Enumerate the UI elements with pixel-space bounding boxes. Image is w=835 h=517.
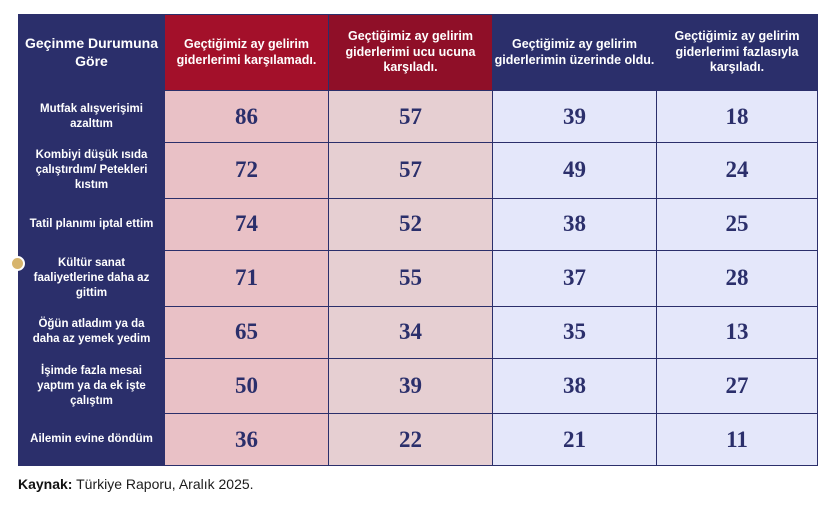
table-row <box>19 198 818 250</box>
header-row <box>19 15 818 91</box>
cell-value: 35 <box>493 306 657 358</box>
data-table <box>18 14 818 466</box>
table-body <box>19 91 818 466</box>
source-text: Türkiye Raporu, Aralık 2025. <box>72 476 254 493</box>
cell-value: 55 <box>329 250 493 306</box>
cell-value: 13 <box>657 306 818 358</box>
cell-value: 86 <box>165 91 329 143</box>
cell-value: 34 <box>329 306 493 358</box>
table-row <box>19 91 818 143</box>
table-row <box>19 250 818 306</box>
cell-value: 27 <box>657 358 818 414</box>
table-row <box>19 306 818 358</box>
cell-value: 65 <box>165 306 329 358</box>
cell-value: 38 <box>493 358 657 414</box>
cell-value: 50 <box>165 358 329 414</box>
row-label: Tatil planımı iptal ettim <box>19 198 165 250</box>
cell-value: 52 <box>329 198 493 250</box>
cell-value: 24 <box>657 143 818 199</box>
row-label: Öğün atladım ya da daha az yemek yedim <box>19 306 165 358</box>
accent-dot-icon <box>10 256 25 271</box>
column-header-4: Geçtiğimiz ay gelirim giderlerimi fazlasıyla karşıladı. <box>657 15 818 91</box>
cell-value: 38 <box>493 198 657 250</box>
table-row <box>19 358 818 414</box>
cell-value: 71 <box>165 250 329 306</box>
cell-value: 25 <box>657 198 818 250</box>
table-header <box>19 15 818 91</box>
cell-value: 37 <box>493 250 657 306</box>
row-label: Ailemin evine döndüm <box>19 414 165 466</box>
source-label: Kaynak: <box>18 476 73 493</box>
column-header-1: Geçtiğimiz ay gelirim giderlerimi karşılamadı. <box>165 15 329 91</box>
cell-value: 49 <box>493 143 657 199</box>
column-header-2: Geçtiğimiz ay gelirim giderlerimi ucu ucuna karşıladı. <box>329 15 493 91</box>
cell-value: 18 <box>657 91 818 143</box>
cell-value: 72 <box>165 143 329 199</box>
cell-value: 74 <box>165 198 329 250</box>
source-note <box>18 476 817 492</box>
cell-value: 22 <box>329 414 493 466</box>
table-row <box>19 143 818 199</box>
cell-value: 39 <box>493 91 657 143</box>
cell-value: 11 <box>657 414 818 466</box>
cell-value: 21 <box>493 414 657 466</box>
cell-value: 28 <box>657 250 818 306</box>
table-corner-title: Geçinme Durumuna Göre <box>19 15 165 91</box>
cell-value: 57 <box>329 91 493 143</box>
row-label: Mutfak alışverişimi azalttım <box>19 91 165 143</box>
row-label: Kombiyi düşük ısıda çalıştırdım/ Petekleri kıstım <box>19 143 165 199</box>
cell-value: 39 <box>329 358 493 414</box>
column-header-3: Geçtiğimiz ay gelirim giderlerimin üzerinde oldu. <box>493 15 657 91</box>
cell-value: 36 <box>165 414 329 466</box>
row-label: Kültür sanat faaliyetlerine daha az gittim <box>19 250 165 306</box>
row-label: İşimde fazla mesai yaptım ya da ek işte çalıştım <box>19 358 165 414</box>
cell-value: 57 <box>329 143 493 199</box>
table-row <box>19 414 818 466</box>
